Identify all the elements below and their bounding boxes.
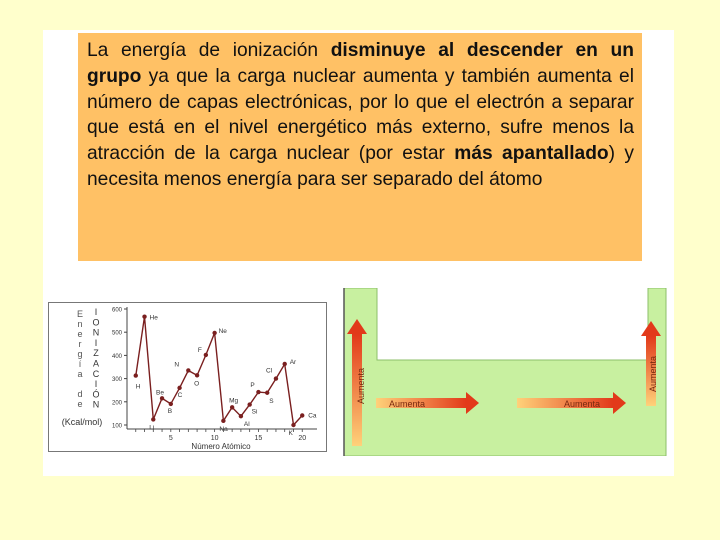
ylabel-ionizacion-char: N	[92, 327, 100, 338]
y-tick-label: 300	[111, 377, 122, 384]
point-label: K	[288, 430, 293, 437]
point-label: S	[269, 397, 274, 405]
data-point	[247, 402, 251, 406]
point-label: C	[177, 391, 183, 399]
ylabel-energia-char: g	[77, 349, 83, 359]
point-label: Ne	[218, 327, 227, 335]
ylabel-ionizacion-char: C	[92, 368, 100, 379]
data-point	[265, 391, 269, 395]
data-point	[195, 373, 199, 377]
ylabel-energia-char: n	[77, 319, 83, 329]
ylabel-energia-char: a	[77, 369, 83, 379]
data-point	[142, 314, 146, 318]
y-tick-label: 200	[111, 400, 122, 407]
ylabel-ionizacion-char: Z	[93, 348, 99, 359]
x-axis-label: Número Atómico	[191, 442, 251, 451]
point-label: Mg	[229, 397, 239, 405]
data-point	[204, 353, 208, 357]
right-arrow-label: Aumenta	[648, 355, 658, 392]
point-label: N	[174, 361, 180, 369]
text-bold-group: disminuye al descender en un grupo	[87, 40, 634, 87]
point-label: Ar	[289, 358, 297, 366]
x-tick-label: 20	[298, 435, 307, 442]
x-tick-label: 5	[168, 435, 173, 442]
ylabel-ionizacion-char: A	[92, 358, 100, 369]
y-tick-label: 400	[111, 353, 122, 360]
bottom-left-arrow-label: Aumenta	[389, 399, 426, 409]
ylabel-ionizacion-char: I	[94, 307, 98, 317]
ylabel-ionizacion-char: O	[92, 317, 100, 328]
data-point	[151, 417, 155, 421]
data-point	[221, 419, 225, 423]
data-point	[230, 405, 234, 409]
point-label: H	[135, 383, 141, 391]
data-point	[256, 390, 260, 394]
ylabel-energia-char: d	[77, 389, 83, 399]
periodic-table-trend	[343, 288, 667, 456]
periodic-table-shape	[344, 288, 666, 456]
left-arrow-label: Aumenta	[356, 367, 366, 404]
data-point	[283, 362, 287, 366]
x-tick-label: 15	[254, 435, 263, 442]
explanation-textbox	[78, 33, 642, 261]
point-label: Al	[243, 421, 250, 429]
point-label: Na	[219, 425, 228, 433]
x-tick-label: 10	[210, 435, 219, 442]
data-point	[134, 373, 138, 377]
point-label: He	[149, 314, 158, 322]
point-label: Cl	[265, 367, 273, 375]
data-point	[186, 368, 190, 372]
data-point	[239, 414, 243, 418]
ylabel-energia-char: e	[77, 329, 83, 339]
point-label: P	[250, 382, 255, 390]
y-tick-label: 500	[111, 330, 122, 337]
point-label: O	[194, 380, 200, 388]
point-label: F	[197, 346, 202, 354]
y-tick-label: 100	[111, 423, 122, 430]
data-point	[300, 413, 304, 417]
point-label: B	[167, 407, 173, 415]
data-point	[177, 386, 181, 390]
y-tick-label: 600	[111, 307, 122, 314]
ylabel-ionizacion-char: I	[94, 379, 98, 390]
ylabel-ionizacion-char: I	[94, 337, 98, 348]
point-label: Li	[149, 424, 155, 432]
data-point	[291, 423, 295, 427]
ylabel-energia-char: e	[77, 399, 83, 409]
data-point	[160, 396, 164, 400]
text-bold-shielding: más apantallado	[454, 143, 609, 165]
ylabel-ionizacion-char: Ó	[92, 389, 100, 400]
point-label: Ca	[308, 412, 317, 420]
point-label: Si	[251, 408, 258, 416]
ylabel-energia-char: E	[76, 309, 84, 319]
ylabel-ionizacion-char: N	[92, 399, 100, 410]
ylabel-energia-char: í	[78, 359, 82, 369]
ylabel-unit: (Kcal/mol)	[61, 417, 103, 427]
ionization-chart	[48, 302, 327, 452]
text-middle: ya que la carga nuclear aumenta y también aumenta el número de capas electrónicas, por lo que el electrón a separar que está en el nivel energético más externo, sufre menos la atracción de la carga nuclear (por estar	[87, 65, 634, 165]
bottom-right-arrow-label: Aumenta	[564, 399, 601, 409]
periodic-table-svg	[343, 288, 667, 456]
ylabel-energia-char: r	[78, 339, 82, 349]
ionization-chart-svg	[49, 303, 328, 453]
data-point	[169, 402, 173, 406]
text-intro: La energía de ionización	[87, 40, 331, 61]
text-end: ) y necesita menos energía para ser separado del átomo	[87, 143, 634, 190]
point-label: Be	[156, 389, 165, 397]
data-point	[212, 331, 216, 335]
data-point	[274, 376, 278, 380]
